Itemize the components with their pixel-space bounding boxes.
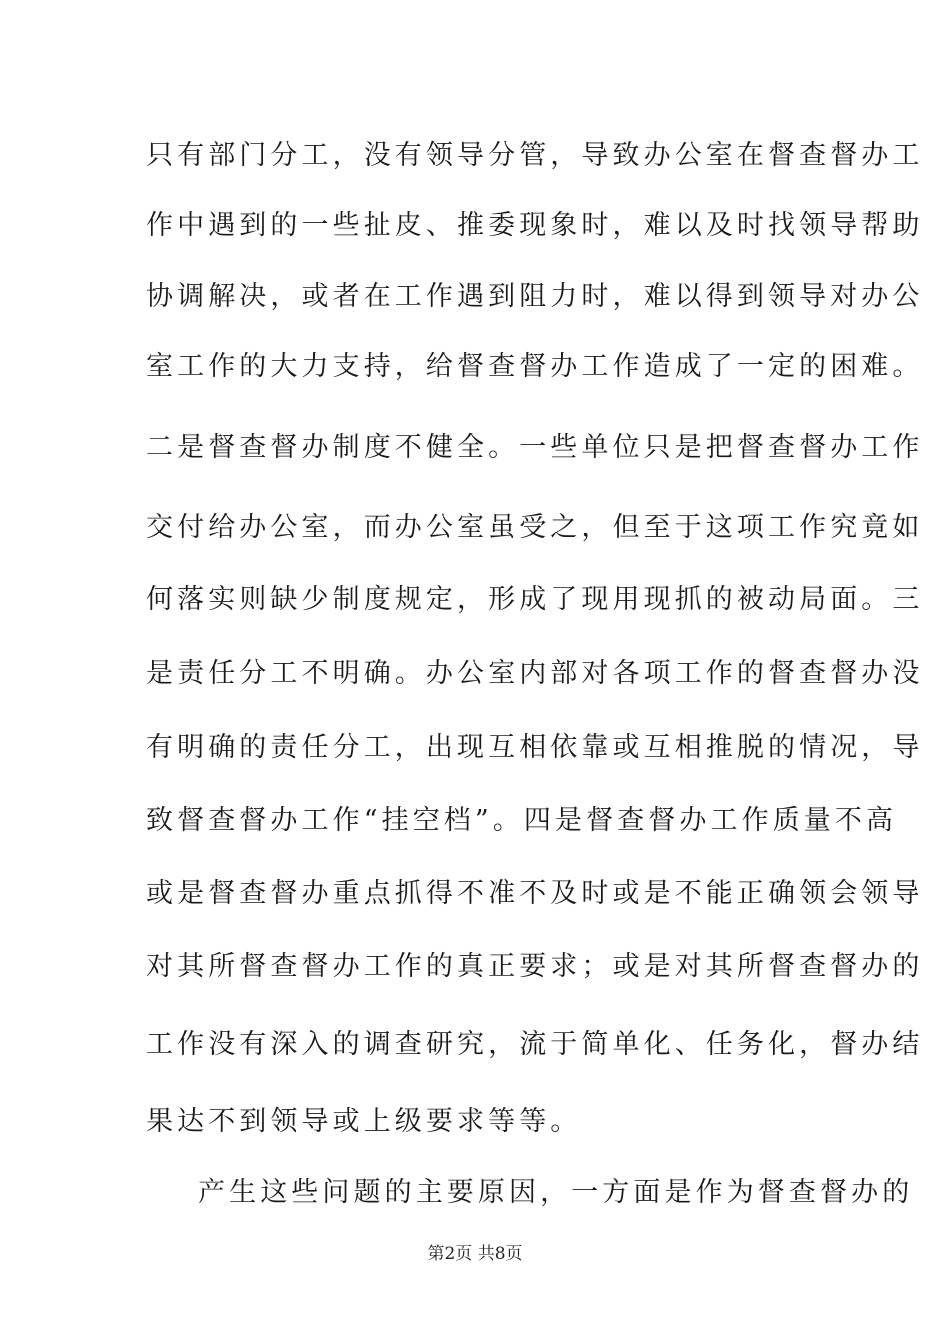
body-text-line: 交付给办公室，而办公室虽受之，但至于这项工作究竟如: [146, 512, 924, 543]
body-text-line: 协调解决，或者在工作遇到阻力时，难以得到领导对办公: [146, 281, 924, 312]
body-text-line: 二是督查督办制度不健全。一些单位只是把督查督办工作: [146, 432, 924, 463]
body-text-line: 作中遇到的一些扯皮、推委现象时，难以及时找领导帮助: [146, 210, 924, 241]
body-text-line: 果达不到领导或上级要求等等。: [146, 1106, 582, 1137]
body-text-line: 何落实则缺少制度规定，形成了现用现抓的被动局面。三: [146, 584, 924, 615]
body-text-line: 室工作的大力支持，给督查督办工作造成了一定的困难。: [146, 351, 924, 382]
body-text-line: 是责任分工不明确。办公室内部对各项工作的督查督办没: [146, 658, 924, 689]
body-text-line: 或是督查督办重点抓得不准不及时或是不能正确领会领导: [146, 878, 924, 909]
paragraph-start-line: 产生这些问题的主要原因，一方面是作为督查督办的: [198, 1177, 914, 1208]
body-text-line: 工作没有深入的调查研究，流于简单化、任务化，督办结: [146, 1029, 924, 1060]
body-text-line: 有明确的责任分工，出现互相依靠或互相推脱的情况，导: [146, 732, 924, 763]
body-text-line: 只有部门分工，没有领导分管，导致办公室在督查督办工: [146, 140, 924, 171]
body-text-line: 对其所督查督办工作的真正要求；或是对其所督查督办的: [146, 951, 924, 982]
page-footer: 第2页 共8页: [427, 1244, 523, 1264]
body-text-line: 致督查督办工作“挂空档”。四是督查督办工作质量不高: [146, 805, 898, 836]
